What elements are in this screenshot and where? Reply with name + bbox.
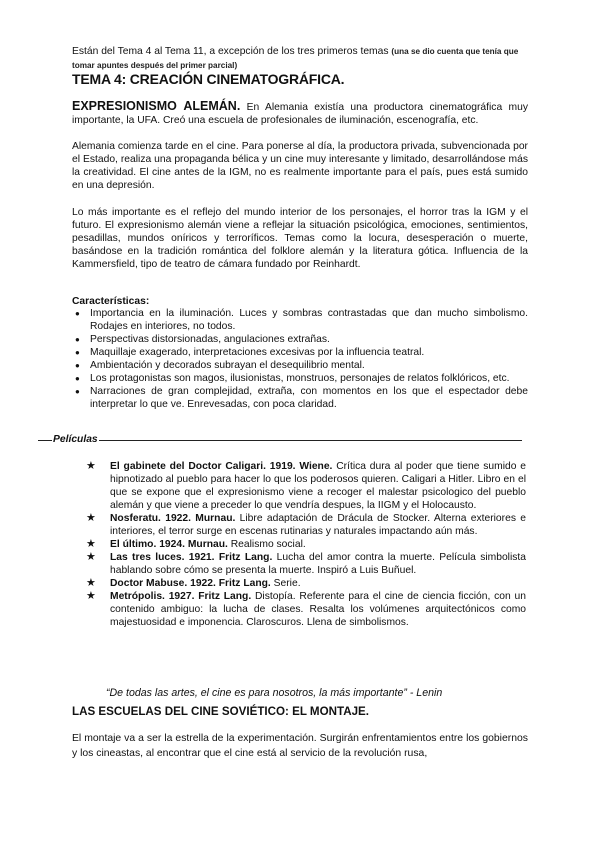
list-item: ● Ambientación y decorados subrayan el desequilibrio mental.	[72, 359, 528, 372]
film-description: Crítica dura al poder que tiene sumido e hipnotizado al pueblo para hacer lo que los poderosos quieren. Caligari a Hitler. Libro en el que se expone que el expresionismo viene a recoger el malestar psicologico del pueblo alemán y que viene a preceder lo que vendría despues, la IIGM y el Holocausto.	[110, 461, 526, 511]
expresionismo-text: En Alemania existía una productora cinematográfica muy importante, la UFA. Creó una escuela de profesionales de iluminación, escenografía, etc.	[72, 102, 528, 126]
film-title: Nosferatu. 1922. Murnau.	[110, 513, 236, 524]
expresionismo-heading: EXPRESIONISMO ALEMÁN.	[72, 99, 241, 113]
film-item	[86, 551, 526, 577]
film-description: Libre adaptación de Drácula de Stocker. Alterna exteriores e interiores, el terror surge en escenas rutinarias y naturales impactando aún más.	[110, 513, 526, 537]
film-item	[86, 577, 526, 590]
film-item	[86, 538, 526, 551]
intro-parenthetical: (una se dio cuenta que tenía que tomar apuntes después del primer parcial)	[72, 47, 519, 71]
paragraph-alemania: Alemania comienza tarde en el cine. Para ponerse al día, la productora privada, subvencionada por el Estado, realiza una propaganda bélica y un cine muy interesante y limitado, desarrollándose más la creatividad. El cine antes de la IGM, no es realmente importante para el país, pues está sumido en una depresión.	[72, 141, 528, 191]
film-item	[86, 460, 526, 512]
paragraph-reflejo: Lo más importante es el reflejo del mundo interior de los personajes, el horror tras la IGM y el futuro. El expresionismo alemán viene a reflejar la situación psicológica, emociones, sentimientos, pesadillas, mundos oníricos y terroríficos. Temas como la locura, desesperación o muerte, basándose en la tradición romántica del folklore alemán y la literatura gótica. Influencia de la Kammersfield, tipo de teatro de cámara fundado por Reinhardt.	[72, 207, 528, 270]
peliculas-list	[86, 460, 526, 629]
star-bullet-icon: ★	[86, 590, 96, 602]
horizontal-rule	[38, 440, 522, 441]
film-item	[86, 590, 526, 629]
list-item: ● Narraciones de gran complejidad, extraña, con momentos en los que el espectador debe interpretar lo que ve. Enrevesadas, con poca claridad.	[72, 385, 528, 411]
film-description: Realismo social.	[230, 539, 306, 550]
tema4-title: TEMA 4: CREACIÓN CINEMATOGRÁFICA.	[72, 71, 345, 87]
star-bullet-icon: ★	[86, 551, 96, 563]
list-item: ● Perspectivas distorsionadas, angulaciones extrañas.	[72, 333, 528, 346]
film-description: Serie.	[273, 578, 301, 589]
list-item: ● Los protagonistas son magos, ilusionistas, monstruos, personajes de relatos folklóricos, etc.	[72, 372, 528, 385]
film-description: Lucha del amor contra la muerte. Película simbolista hablando sobre cómo se presenta la muerte. Inspiró a Luis Buñuel.	[110, 552, 526, 576]
peliculas-divider	[38, 434, 522, 448]
soviet-paragraph: El montaje va a ser la estrella de la experimentación. Surgirán enfrentamientos entre los gobiernos y los cineastas, al encontrar que el cine está al servicio de la revolución rusa,	[72, 733, 528, 759]
film-title: Las tres luces. 1921. Fritz Lang.	[110, 552, 273, 563]
caracteristicas-heading: Características:	[72, 296, 150, 307]
film-title: Metrópolis. 1927. Fritz Lang.	[110, 591, 252, 602]
intro-note	[72, 45, 528, 73]
list-item: ● Maquillaje exagerado, interpretaciones excesivas por la influencia teatral.	[72, 346, 528, 359]
intro-text: Están del Tema 4 al Tema 11, a excepción de los tres primeros temas	[72, 46, 389, 58]
expresionismo-paragraph	[72, 100, 528, 127]
peliculas-heading: Películas	[53, 434, 98, 445]
star-bullet-icon: ★	[86, 538, 96, 550]
film-title: El último. 1924. Murnau.	[110, 539, 228, 550]
film-title: El gabinete del Doctor Caligari. 1919. Wiene.	[110, 461, 333, 472]
star-bullet-icon: ★	[86, 577, 96, 589]
list-item: ● Importancia en la iluminación. Luces y sombras contrastadas que dan mucho simbolismo. Rodajes en interiores, no todos.	[72, 307, 528, 333]
star-bullet-icon: ★	[86, 512, 96, 524]
caracteristicas-list	[72, 307, 528, 411]
film-title: Doctor Mabuse. 1922. Fritz Lang.	[110, 578, 271, 589]
soviet-title: LAS ESCUELAS DEL CINE SOVIÉTICO: EL MONTAJE.	[72, 705, 369, 718]
film-item	[86, 512, 526, 538]
star-bullet-icon: ★	[86, 460, 96, 472]
film-description: Distopía. Referente para el cine de ciencia ficción, con un contenido ambiguo: la lucha de clases. Resalta los volúmenes arquitectónicos como majestuosidad e imponencia. Claroscuros. Llena de simbolismos.	[110, 591, 526, 628]
lenin-quote: “De todas las artes, el cine es para nosotros, la más importante” - Lenin	[106, 686, 443, 699]
